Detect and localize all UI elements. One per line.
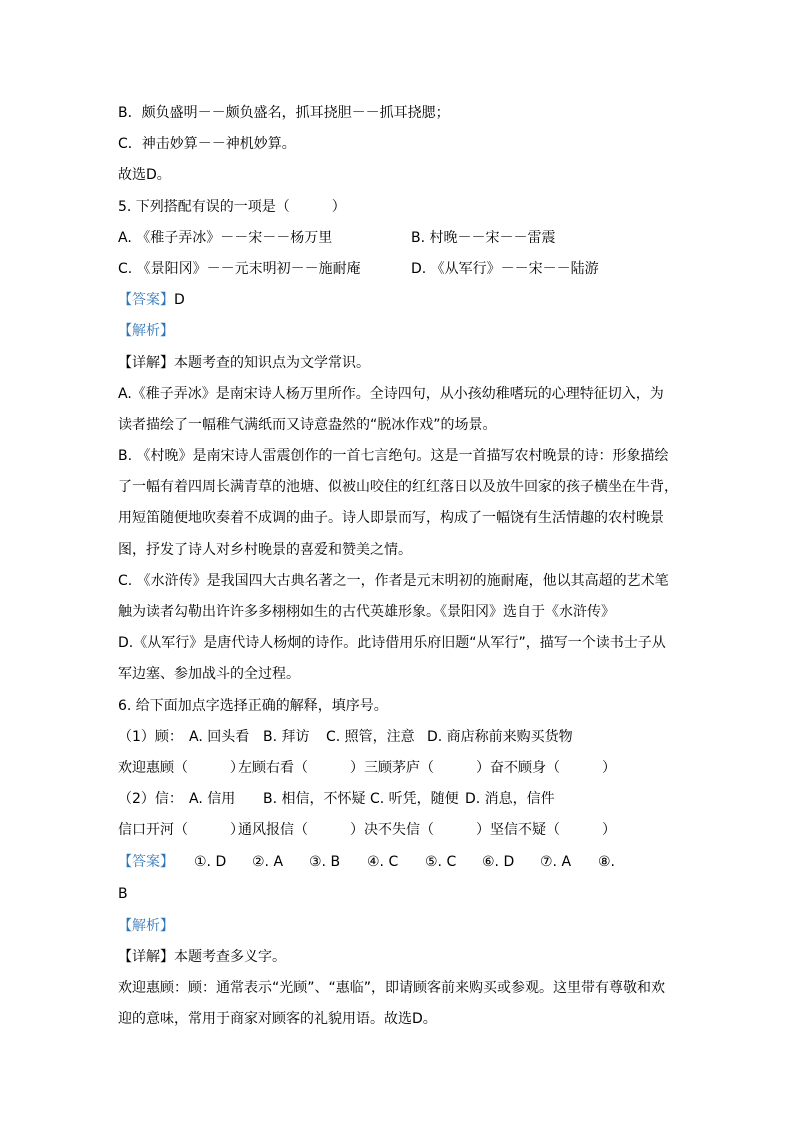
q5-option-c: C. 《景阳冈》－－元末明初－－施耐庵: [118, 260, 361, 277]
part2-option: C. 听凭，随便: [370, 791, 459, 808]
explanation-line: 图，抒发了诗人对乡村晚景的喜爱和赞美之情。: [118, 541, 412, 558]
answer-wrap: B: [118, 885, 128, 902]
q5-options-row-1: [118, 223, 678, 254]
fill-blank: 奋不顾身（ ）: [490, 759, 616, 776]
part2-option: B. 相信，不怀疑: [263, 791, 366, 808]
text-line: 故选D。: [118, 167, 171, 184]
answer-label: 【答案】: [118, 292, 174, 309]
q6-answers: [118, 847, 678, 878]
part1-option: A. 回头看: [189, 728, 250, 745]
fill-blank: 坚信不疑（ ）: [490, 822, 616, 839]
answer-item: ②. A: [252, 853, 284, 870]
explanation-line: 了一幅有着四周长满青草的池塘、似被山咬住的红红落日以及放牛回家的孩子横坐在牛背，: [118, 479, 678, 496]
explanation-line: B. 《村晚》是南宋诗人雷震创作的一首七言绝句。这是一首描写农村晚景的诗：形象描绘: [118, 448, 669, 465]
answer-item: ①. D: [194, 853, 227, 870]
answer-label: 【答案】: [118, 853, 174, 870]
q6-part1-blanks: [118, 753, 678, 784]
detail-intro: 本题考查多义字。: [174, 948, 286, 965]
q5-option-d: D. 《从军行》－－宋－－陆游: [411, 260, 599, 277]
analysis-label: 【解析】: [118, 917, 174, 934]
detail-intro: 本题考查的知识点为文学常识。: [174, 354, 370, 371]
fill-blank: 决不失信（ ）: [364, 822, 490, 839]
part2-option: D. 消息，信件: [465, 791, 555, 808]
q6-detail: [118, 942, 678, 973]
explanation-line: D.《从军行》是唐代诗人杨炯的诗作。此诗借用乐府旧题“从军行”，描写一个读书士子从: [118, 635, 666, 652]
fill-blank: 左顾右看（ ）: [238, 759, 364, 776]
part1-option: D. 商店称前来购买货物: [427, 728, 573, 745]
question-5-stem: 5. 下列搭配有误的一项是（ ）: [118, 198, 346, 215]
explanation-line: A.《稚子弄冰》是南宋诗人杨万里所作。全诗四句，从小孩幼稚嗜玩的心理特征切入，为: [118, 385, 664, 402]
explanation-line: C. 《水浒传》是我国四大古典名著之一，作者是元末明初的施耐庵，他以其高超的艺术笔: [118, 572, 669, 589]
fill-blank: 通风报信（ ）: [238, 822, 364, 839]
explanation-line: 迎的意味，常用于商家对顾客的礼貌用语。故选D。: [118, 1011, 437, 1028]
explanation-line: 欢迎惠顾：顾：通常表示“光顾”、“惠临”，即请顾客前来购买或参观。这里带有尊敬和欢: [118, 980, 666, 997]
explanation-line: 读者描绘了一幅稚气满纸而又诗意盎然的“脱冰作戏”的场景。: [118, 416, 497, 433]
answer-item: ⑦. A: [540, 853, 572, 870]
explanation-line: 触为读者勾勒出许许多多栩栩如生的古代英雄形象。《景阳冈》选自于《水浒传》: [118, 604, 615, 620]
fill-blank: 信口开河（ ）: [118, 822, 244, 839]
q6-part2-blanks: [118, 815, 678, 846]
q5-answer: [118, 285, 678, 316]
q5-option-a: A. 《稚子弄冰》－－宋－－杨万里: [118, 229, 333, 246]
part1-option: C. 照管，注意: [326, 728, 415, 745]
detail-label: 【详解】: [118, 354, 174, 371]
fill-blank: 欢迎惠顾（ ）: [118, 759, 244, 776]
answer-item: ⑤. C: [425, 853, 457, 870]
part1-option: B. 拜访: [263, 728, 310, 745]
q6-part2-options: [118, 784, 678, 815]
q5-option-b: B. 村晚－－宋－－雷震: [411, 229, 556, 246]
text-line: C．神击妙算－－神机妙算。: [118, 136, 296, 153]
q5-options-row-2: [118, 254, 678, 285]
part2-head: （2）信：: [118, 791, 183, 808]
q6-part1-options: [118, 722, 678, 753]
answer-item: ⑧.: [598, 853, 616, 870]
explanation-line: 用短笛随便地吹奏着不成调的曲子。诗人即景而写，构成了一幅饶有生活情趣的农村晚景: [118, 510, 664, 527]
document-page: [118, 98, 678, 1035]
analysis-label: 【解析】: [118, 323, 174, 340]
detail-label: 【详解】: [118, 948, 174, 965]
part2-option: A. 信用: [189, 791, 236, 808]
answer-item: ③. B: [309, 853, 341, 870]
explanation-line: 军边塞、参加战斗的全过程。: [118, 666, 300, 683]
question-6-stem: 6. 给下面加点字选择正确的解释，填序号。: [118, 697, 388, 714]
text-line: B．颇负盛明－－颇负盛名，抓耳挠胆－－抓耳挠腮；: [118, 105, 450, 121]
answer-item: ⑥. D: [482, 853, 515, 870]
q5-detail: [118, 348, 678, 379]
part1-head: （1）顾：: [118, 728, 183, 745]
answer-value: D: [174, 292, 185, 309]
fill-blank: 三顾茅庐（ ）: [364, 759, 490, 776]
answer-item: ④. C: [367, 853, 399, 870]
